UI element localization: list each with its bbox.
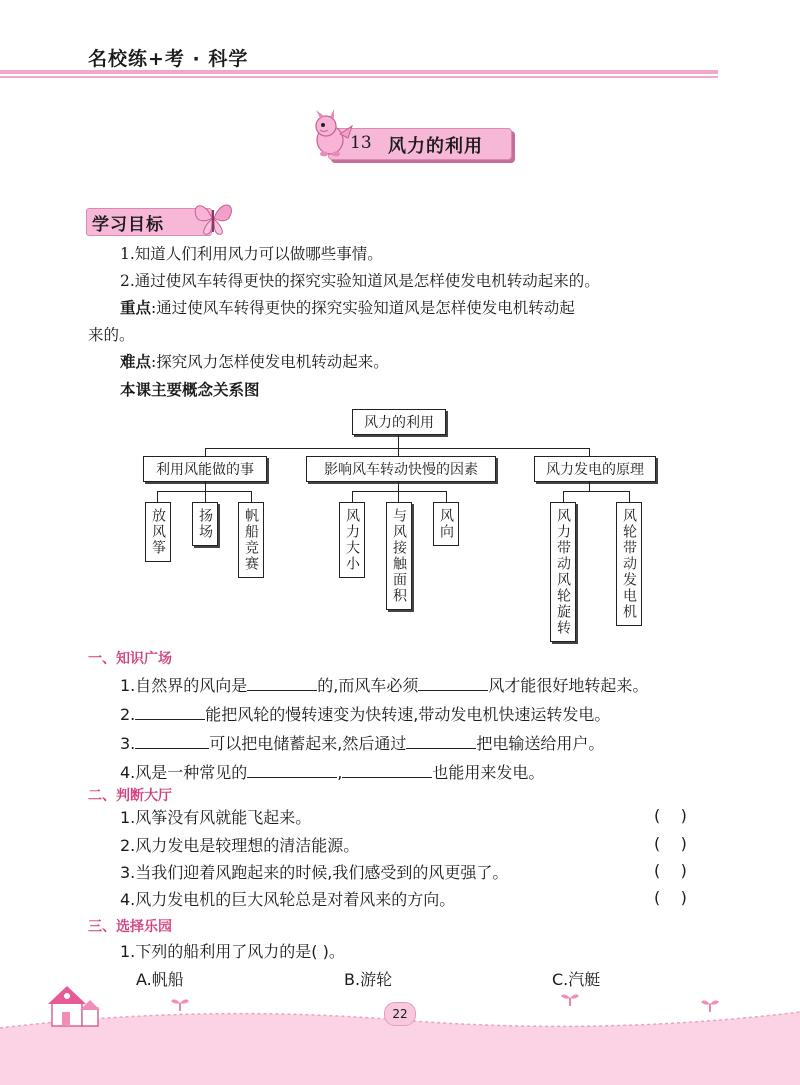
- question-text: 的,而风车必须: [317, 676, 419, 695]
- question-text: 3.: [120, 734, 136, 753]
- house-icon: [44, 980, 106, 1030]
- goal-item-2: 2.通过使风车转得更快的探究实验知道风是怎样使发电机转动起来的。: [120, 272, 600, 290]
- key-point-text: :通过使风车转得更快的探究实验知道风是怎样使发电机转动起: [151, 299, 575, 317]
- answer-blank[interactable]: [342, 759, 432, 778]
- question-text: 可以把电储蓄起来,然后通过: [209, 734, 407, 753]
- question-text: 1.自然界的风向是: [120, 676, 248, 695]
- answer-blank[interactable]: [247, 759, 337, 778]
- choice-option-c[interactable]: C.汽艇: [552, 970, 601, 989]
- judge-item-2: 2.风力发电是较理想的清洁能源。: [120, 836, 360, 855]
- choice-option-b[interactable]: B.游轮: [344, 970, 393, 989]
- difficulty-line: [120, 351, 389, 373]
- section-title-judgement: 二、判断大厅: [88, 788, 172, 804]
- connector: [398, 435, 399, 449]
- question-text: 也能用来发电。: [432, 763, 545, 782]
- judge-item-1: 1.风筝没有风就能飞起来。: [120, 808, 312, 827]
- judge-item-4: 4.风力发电机的巨大风轮总是对着风来的方向。: [120, 890, 456, 909]
- judge-item-3: 3.当我们迎着风跑起来的时候,我们感受到的风更强了。: [120, 863, 509, 882]
- concept-map-title: 本课主要概念关系图: [120, 381, 260, 399]
- lesson-number: 13: [350, 133, 372, 153]
- answer-blank[interactable]: [406, 730, 476, 749]
- sprout-icon: [700, 996, 720, 1012]
- concept-branch: 影响风车转动快慢的因素: [306, 456, 496, 482]
- answer-blank[interactable]: [135, 701, 205, 720]
- concept-branch: 利用风能做的事: [143, 456, 267, 482]
- fill-question-3: [120, 730, 604, 756]
- concept-leaf: 风向: [433, 502, 459, 546]
- concept-leaf: 风轮带动发电机: [616, 502, 642, 626]
- answer-blank[interactable]: [135, 730, 209, 749]
- fill-question-1: [120, 672, 648, 698]
- answer-parens[interactable]: ( ): [654, 861, 687, 880]
- concept-root: 风力的利用: [352, 409, 446, 435]
- header-rule-thin: [0, 76, 718, 78]
- concept-leaf: 帆船竞赛: [238, 502, 264, 578]
- concept-branch: 风力发电的原理: [534, 456, 656, 482]
- connector: [205, 448, 589, 449]
- book-title: 名校练+考 · 科学: [88, 48, 249, 70]
- goals-heading: 学习目标: [92, 215, 164, 235]
- key-point-continued: 来的。: [88, 326, 135, 344]
- key-point-label: 重点: [120, 299, 152, 317]
- header-rule: [0, 70, 718, 74]
- choice-option-a[interactable]: A.帆船: [136, 970, 184, 989]
- answer-parens[interactable]: ( ): [654, 806, 687, 825]
- answer-blank[interactable]: [247, 672, 317, 691]
- connector: [157, 491, 251, 492]
- question-text: 风才能很好地转起来。: [488, 676, 649, 695]
- choice-question-1: 1.下列的船利用了风力的是( )。: [120, 942, 345, 961]
- page-number: 22: [384, 1002, 416, 1026]
- fill-question-2: [120, 701, 610, 727]
- answer-parens[interactable]: ( ): [654, 834, 687, 853]
- connector: [563, 491, 629, 492]
- goal-item-1: 1.知道人们利用风力可以做哪些事情。: [120, 245, 383, 263]
- concept-leaf: 风力带动风轮旋转: [550, 502, 576, 642]
- concept-leaf: 与风接触面积: [386, 502, 412, 610]
- dragon-icon: [306, 108, 354, 160]
- concept-leaf: 风力大小: [339, 502, 365, 578]
- section-title-knowledge: 一、知识广场: [88, 651, 172, 667]
- lesson-title: 风力的利用: [388, 136, 483, 157]
- difficulty-label: 难点: [120, 353, 152, 371]
- answer-blank[interactable]: [418, 672, 488, 691]
- question-text: 4.风是一种常见的: [120, 763, 248, 782]
- fill-question-4: [120, 759, 544, 785]
- question-text: 能把风轮的慢转速变为快转速,带动发电机快速运转发电。: [205, 705, 611, 724]
- sprout-icon: [170, 995, 190, 1011]
- question-text: 2.: [120, 705, 136, 724]
- sprout-icon: [560, 990, 580, 1006]
- concept-leaf: 扬场: [192, 502, 218, 546]
- answer-parens[interactable]: ( ): [654, 888, 687, 907]
- section-title-choice: 三、选择乐园: [88, 919, 172, 935]
- question-text: 把电输送给用户。: [476, 734, 605, 753]
- question-text: ,: [337, 763, 343, 782]
- difficulty-text: :探究风力怎样使发电机转动起来。: [151, 353, 389, 371]
- butterfly-icon: [190, 198, 236, 238]
- concept-leaf: 放风筝: [145, 502, 171, 562]
- key-point-line: [120, 297, 575, 319]
